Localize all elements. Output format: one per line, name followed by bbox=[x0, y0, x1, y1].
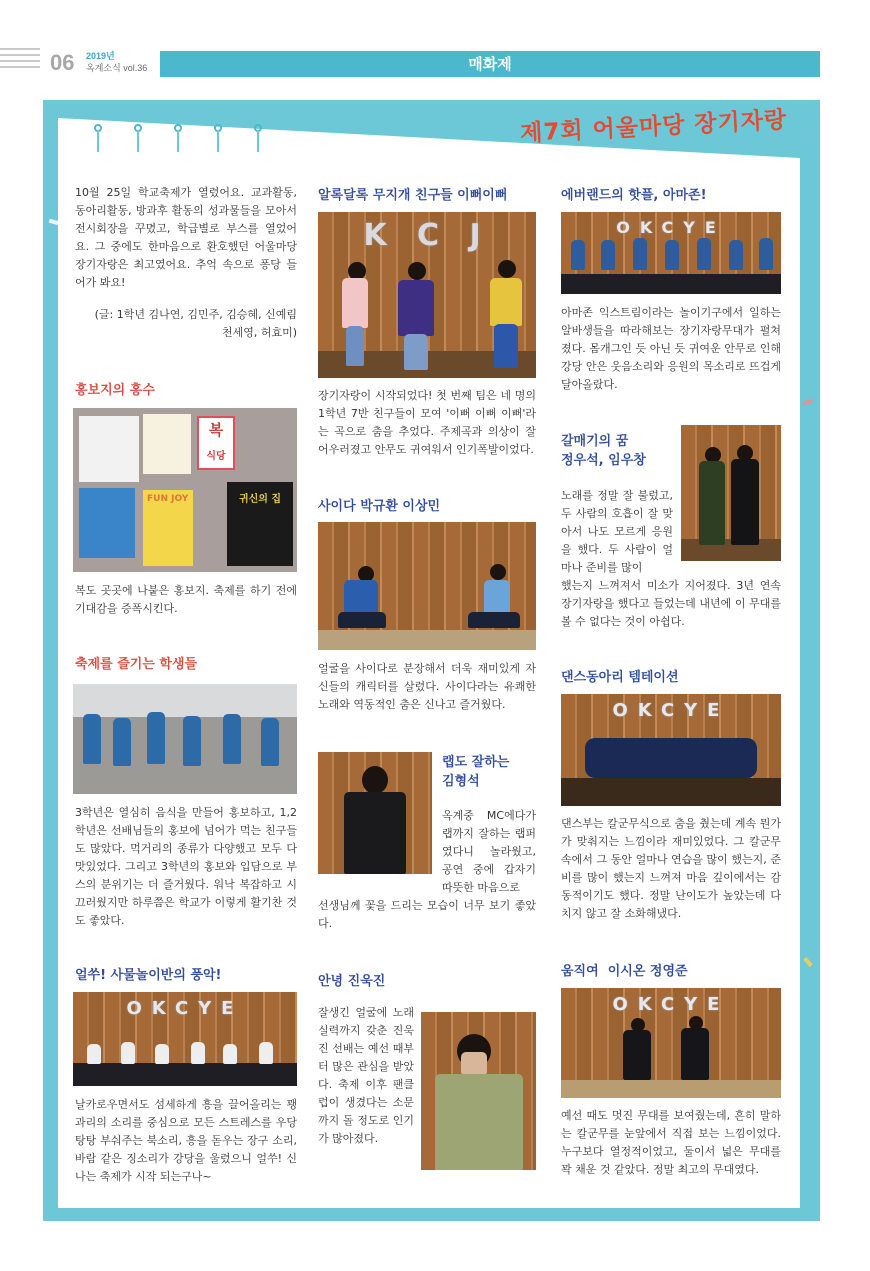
photo-jin-wookjin bbox=[421, 1012, 536, 1170]
confetti bbox=[803, 957, 812, 967]
heading-move: 움직여 이시온 정영준 bbox=[561, 964, 688, 979]
heading-samulnori: 얼쑤! 사물놀이반의 풍악! bbox=[75, 968, 222, 983]
kim-hyungseok-text: 옥계중 MC에다가 랩까지 잘하는 랩퍼였다니 놀라웠고, 공연 중에 갑자기 따뜻한 마음으로 bbox=[442, 809, 536, 894]
festival-students-text: 3학년은 열심히 음식을 만들어 홍보하고, 1,2학년은 선배님들의 홍보에 넘어가 먹는 친구들도 많았다. 먹거리의 종류가 다양했고 모두 다 맛있었다. 그리고 3학년의 홍보와 입담으로 부스의 분위기는 더 즐거웠다. 워낙 복잡하고 시끄러웠지만 하루쯤은 학교가 이렇게 활기찬 것도 좋았다. bbox=[75, 806, 297, 927]
intro-text: 10월 25일 학교축제가 열렸어요. 교과활동, 동아리활동, 방과후 활동의 성과물들을 모아서 전시회장을 꾸몄고, 학급별로 부스를 열었어요. 그 중에도 한마음으로 환호했던 어울마당 장기자랑은 최고였어요. 추억 속으로 퐁당 들어가 봐요! bbox=[75, 186, 297, 289]
issue-publication: 옥계소식 vol.36 bbox=[86, 63, 148, 73]
heading-cider: 사이다 박규환 이상민 bbox=[318, 499, 441, 514]
photo-posters bbox=[73, 408, 297, 572]
temptation-text: 댄스부는 칼군무식으로 춤을 췄는데 계속 뭔가가 맞춰지는 느낌이라 재미있었다. 그 칼군무 속에서 그 동안 얼마나 연습을 많이 했는지, 준비를 많이 했는지 느껴져 마음 깊이에서는 감동적이기도 했다. 정말 난이도가 높았는데 다치지 않고 잘 소화해냈다. bbox=[561, 817, 781, 920]
samulnori-text: 날카로우면서도 섬세하게 흥을 끌어올리는 꽹과리의 소리를 중심으로 모든 스트레스를 우당탕탕 부숴주는 북소리, 흥을 돋우는 장구 소리, 바람 같은 징소리가 강당을 울렸으니 얼쑤! 신나는 축제가 시작 되는구나~ bbox=[75, 1098, 297, 1183]
cider-text: 얼굴을 사이다로 분장해서 더욱 재미있게 자신들의 캐릭터를 살렸다. 사이다라는 유쾌한 노래와 역동적인 춤은 신나고 즐거웠다. bbox=[318, 662, 536, 711]
photo-move: OKCYE bbox=[561, 988, 781, 1098]
heading-kim-hyungseok: 랩도 잘하는 김형석 bbox=[442, 755, 510, 789]
binder-ring bbox=[94, 124, 102, 152]
heading-jin-wookjin: 안녕 진욱진 bbox=[318, 974, 386, 989]
poster-fun: FUN JOY bbox=[143, 490, 193, 566]
photo-amazon: OKCYE bbox=[561, 212, 781, 294]
move-text: 예선 때도 멋진 무대를 보여줬는데, 흔히 말하는 칼군무를 눈앞에서 직접 보는 느낌이었다. 누구보다 열정적이었고, 둘이서 넓은 무대를 꽉 채운 것 같았다. 정말 최고의 무대였다. bbox=[561, 1109, 781, 1176]
page-number: 06 bbox=[50, 50, 75, 75]
seagull-text: 노래를 정말 잘 불렀고, 두 사람의 호흡이 잘 맞아서 나도 모르게 응원을 했다. 두 사람이 얼마나 준비를 많이 bbox=[561, 489, 673, 574]
kim-hyungseok-text-cont: 선생님께 꽃을 드리는 모습이 너무 보기 좋았다. bbox=[318, 899, 536, 930]
jin-wookjin-text: 잘생긴 얼굴에 노래실력까지 갖춘 진욱진 선배는 예선 때부터 많은 관심을 받았다. 축제 이후 팬클럽이 생겼다는 소문까지 돌 정도로 인기가 많아졌다. bbox=[318, 1006, 414, 1145]
confetti bbox=[803, 398, 814, 405]
intro-credit-line1: (글: 1학년 김나연, 김민주, 김승혜, 신예림 bbox=[94, 308, 297, 321]
heading-rainbow-friends: 알록달록 무지개 친구들 이뻐이뻐 bbox=[318, 188, 508, 203]
heading-temptation: 댄스동아리 템테이션 bbox=[561, 670, 679, 685]
photo-festival-booths bbox=[73, 684, 297, 794]
photo-cider bbox=[318, 522, 536, 650]
posters-text: 복도 곳곳에 나붙은 홍보지. 축제를 하기 전에 기대감을 증폭시킨다. bbox=[75, 584, 297, 615]
header-stripes bbox=[0, 48, 40, 76]
intro-credit-line2: 천세영, 허효미) bbox=[221, 326, 297, 339]
heading-festival-students: 축제를 즐기는 학생들 bbox=[75, 657, 198, 672]
amazon-text: 아마존 익스트림이라는 놀이기구에서 일하는 알바생들을 따라해보는 장기자랑무대가 펼쳐졌다. 몸개그인 듯 아닌 듯 귀여운 안무로 인해 강당 안은 웃음소리와 응원의 목소리로 뜨겁게 달아올랐다. bbox=[561, 306, 781, 391]
binder-ring bbox=[174, 124, 182, 152]
section-title-bar: 매화제 bbox=[160, 51, 820, 77]
photo-rainbow-friends: K C J bbox=[318, 212, 536, 378]
poster-ghost-house: 귀신의 집 bbox=[227, 482, 293, 566]
seagull-text-cont: 했는지 느껴져서 미소가 지어졌다. 3년 연속 장기자랑을 했다고 들었는데 내년에 이 무대를 볼 수 없다는 것이 아쉽다. bbox=[561, 579, 781, 628]
heading-posters: 홍보지의 홍수 bbox=[75, 383, 155, 398]
photo-samulnori: OKCYE bbox=[73, 992, 297, 1086]
photo-seagull bbox=[681, 425, 781, 561]
photo-temptation: OKCYE bbox=[561, 694, 781, 806]
poster-bok: 복 식당 bbox=[197, 416, 235, 470]
page-title: 제7회 어울마당 장기자랑 bbox=[519, 107, 788, 147]
binder-ring bbox=[214, 124, 222, 152]
confetti bbox=[49, 219, 60, 225]
rainbow-friends-text: 장기자랑이 시작되었다! 첫 번째 팀은 네 명의 1학년 7반 친구들이 모여 '이뻐 이뻐 이뻐'라는 곡으로 춤을 추었다. 주제곡과 의상이 잘 어우러졌고 안무도 귀여워서 인기폭발이었다. bbox=[318, 389, 536, 456]
heading-amazon: 에버랜드의 핫플, 아마존! bbox=[561, 188, 707, 203]
binder-ring bbox=[254, 124, 262, 152]
heading-seagull: 갈매기의 꿈 정우석, 임우창 bbox=[561, 434, 646, 468]
binder-ring bbox=[134, 124, 142, 152]
photo-kim-hyungseok bbox=[318, 752, 432, 874]
issue-year: 2019년 bbox=[86, 51, 115, 61]
issue-info bbox=[86, 50, 147, 74]
